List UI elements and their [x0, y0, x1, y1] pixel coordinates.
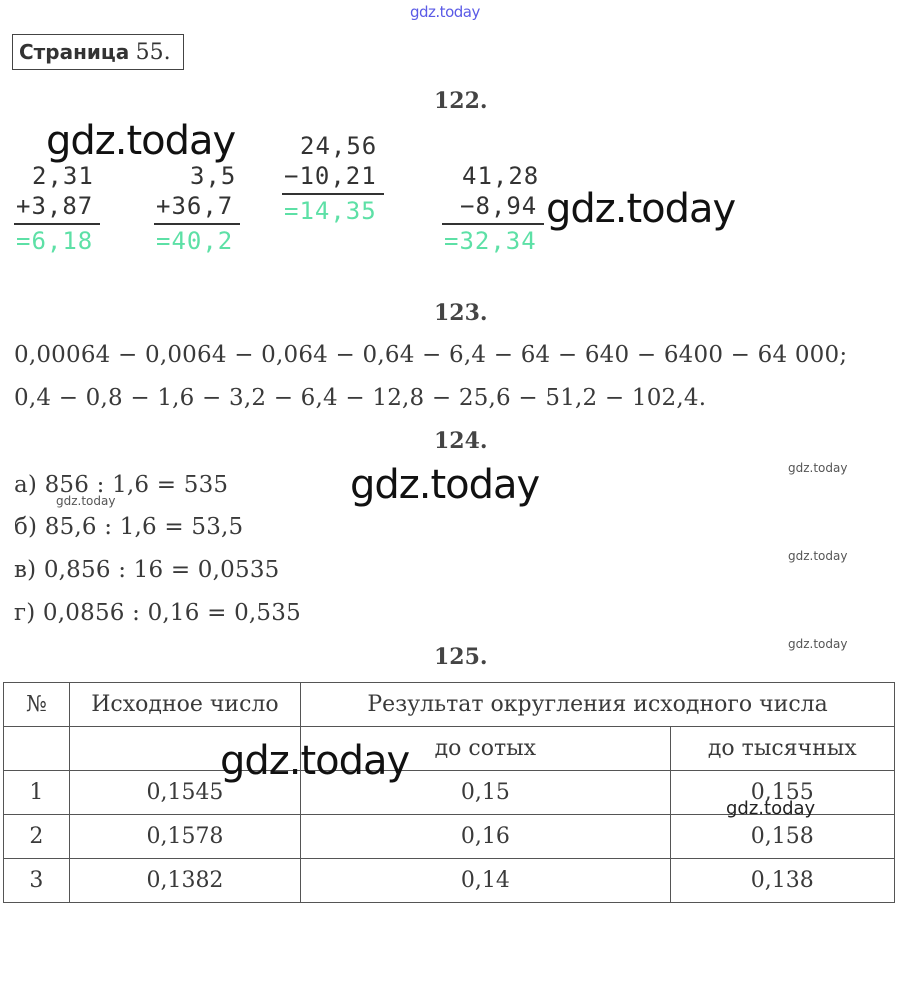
header-original: Исходное число: [69, 683, 300, 727]
header-thousandths: до тысячных: [670, 727, 894, 771]
cell-original: 0,1545: [69, 771, 300, 815]
task-125-number: 125.: [434, 644, 488, 670]
watermark-big: gdz.today: [46, 118, 236, 164]
page-label-number: 55.: [135, 40, 171, 65]
cell-thousandths: 0,155: [670, 771, 894, 815]
col4-second: −8,94: [460, 192, 538, 220]
page-label-border: [183, 34, 184, 70]
header-no: №: [4, 683, 70, 727]
cell-original: 0,1578: [69, 815, 300, 859]
cell-original: 0,1382: [69, 859, 300, 903]
watermark-small: gdz.today: [726, 798, 816, 819]
watermark-top: gdz.today: [410, 3, 480, 21]
task-123-line-1: 0,00064 − 0,0064 − 0,064 − 0,64 − 6,4 − 64 − 640 − 6400 − 64 000;: [14, 342, 848, 368]
cell-hundredths: 0,14: [301, 859, 670, 903]
col2-underline: [154, 223, 240, 225]
col1-top: 2,31: [32, 162, 94, 190]
watermark-small: gdz.today: [788, 549, 848, 563]
task-124-line-d: г) 0,0856 : 0,16 = 0,535: [14, 600, 301, 626]
cell-no: 2: [4, 815, 70, 859]
watermark-small: gdz.today: [788, 461, 848, 475]
col3-second: −10,21: [284, 162, 377, 190]
col2-top: 3,5: [190, 162, 237, 190]
col4-result: =32,34: [444, 227, 537, 255]
watermark-big: gdz.today: [546, 186, 736, 232]
table-row: [4, 859, 895, 903]
col3-top: 24,56: [300, 132, 378, 160]
task-124-line-c: в) 0,856 : 16 = 0,0535: [14, 557, 280, 583]
watermark-small: gdz.today: [56, 494, 116, 508]
task-123-number: 123.: [434, 300, 488, 326]
watermark-small: gdz.today: [788, 637, 848, 651]
col3-result: =14,35: [284, 197, 377, 225]
col1-result: =6,18: [16, 227, 94, 255]
task-124-line-b: б) 85,6 : 1,6 = 53,5: [14, 514, 244, 540]
page-label: [12, 34, 184, 70]
header-result: Результат округления исходного числа: [301, 683, 895, 727]
task-122-number: 122.: [434, 88, 488, 114]
table-row: [4, 815, 895, 859]
cell-no: 3: [4, 859, 70, 903]
col1-second: +3,87: [16, 192, 94, 220]
watermark-big: gdz.today: [350, 462, 540, 508]
cell-hundredths: 0,16: [301, 815, 670, 859]
rounding-table: [3, 682, 895, 903]
task-123-line-2: 0,4 − 0,8 − 1,6 − 3,2 − 6,4 − 12,8 − 25,6 − 51,2 − 102,4.: [14, 385, 707, 411]
col1-underline: [14, 223, 100, 225]
cell-hundredths: 0,15: [301, 771, 670, 815]
col2-result: =40,2: [156, 227, 234, 255]
col2-second: +36,7: [156, 192, 234, 220]
header-hundredths: до сотых: [301, 727, 670, 771]
cell-thousandths: 0,158: [670, 815, 894, 859]
col4-top: 41,28: [462, 162, 540, 190]
task-124-number: 124.: [434, 428, 488, 454]
page-label-word: Страница: [19, 40, 130, 64]
watermark-big: gdz.today: [220, 738, 410, 784]
cell-thousandths: 0,138: [670, 859, 894, 903]
col3-underline: [282, 193, 384, 195]
task-124-line-a: а) 856 : 1,6 = 535: [14, 472, 229, 498]
cell-no: 1: [4, 771, 70, 815]
header-empty-cell: [4, 727, 70, 771]
col4-underline: [442, 223, 544, 225]
